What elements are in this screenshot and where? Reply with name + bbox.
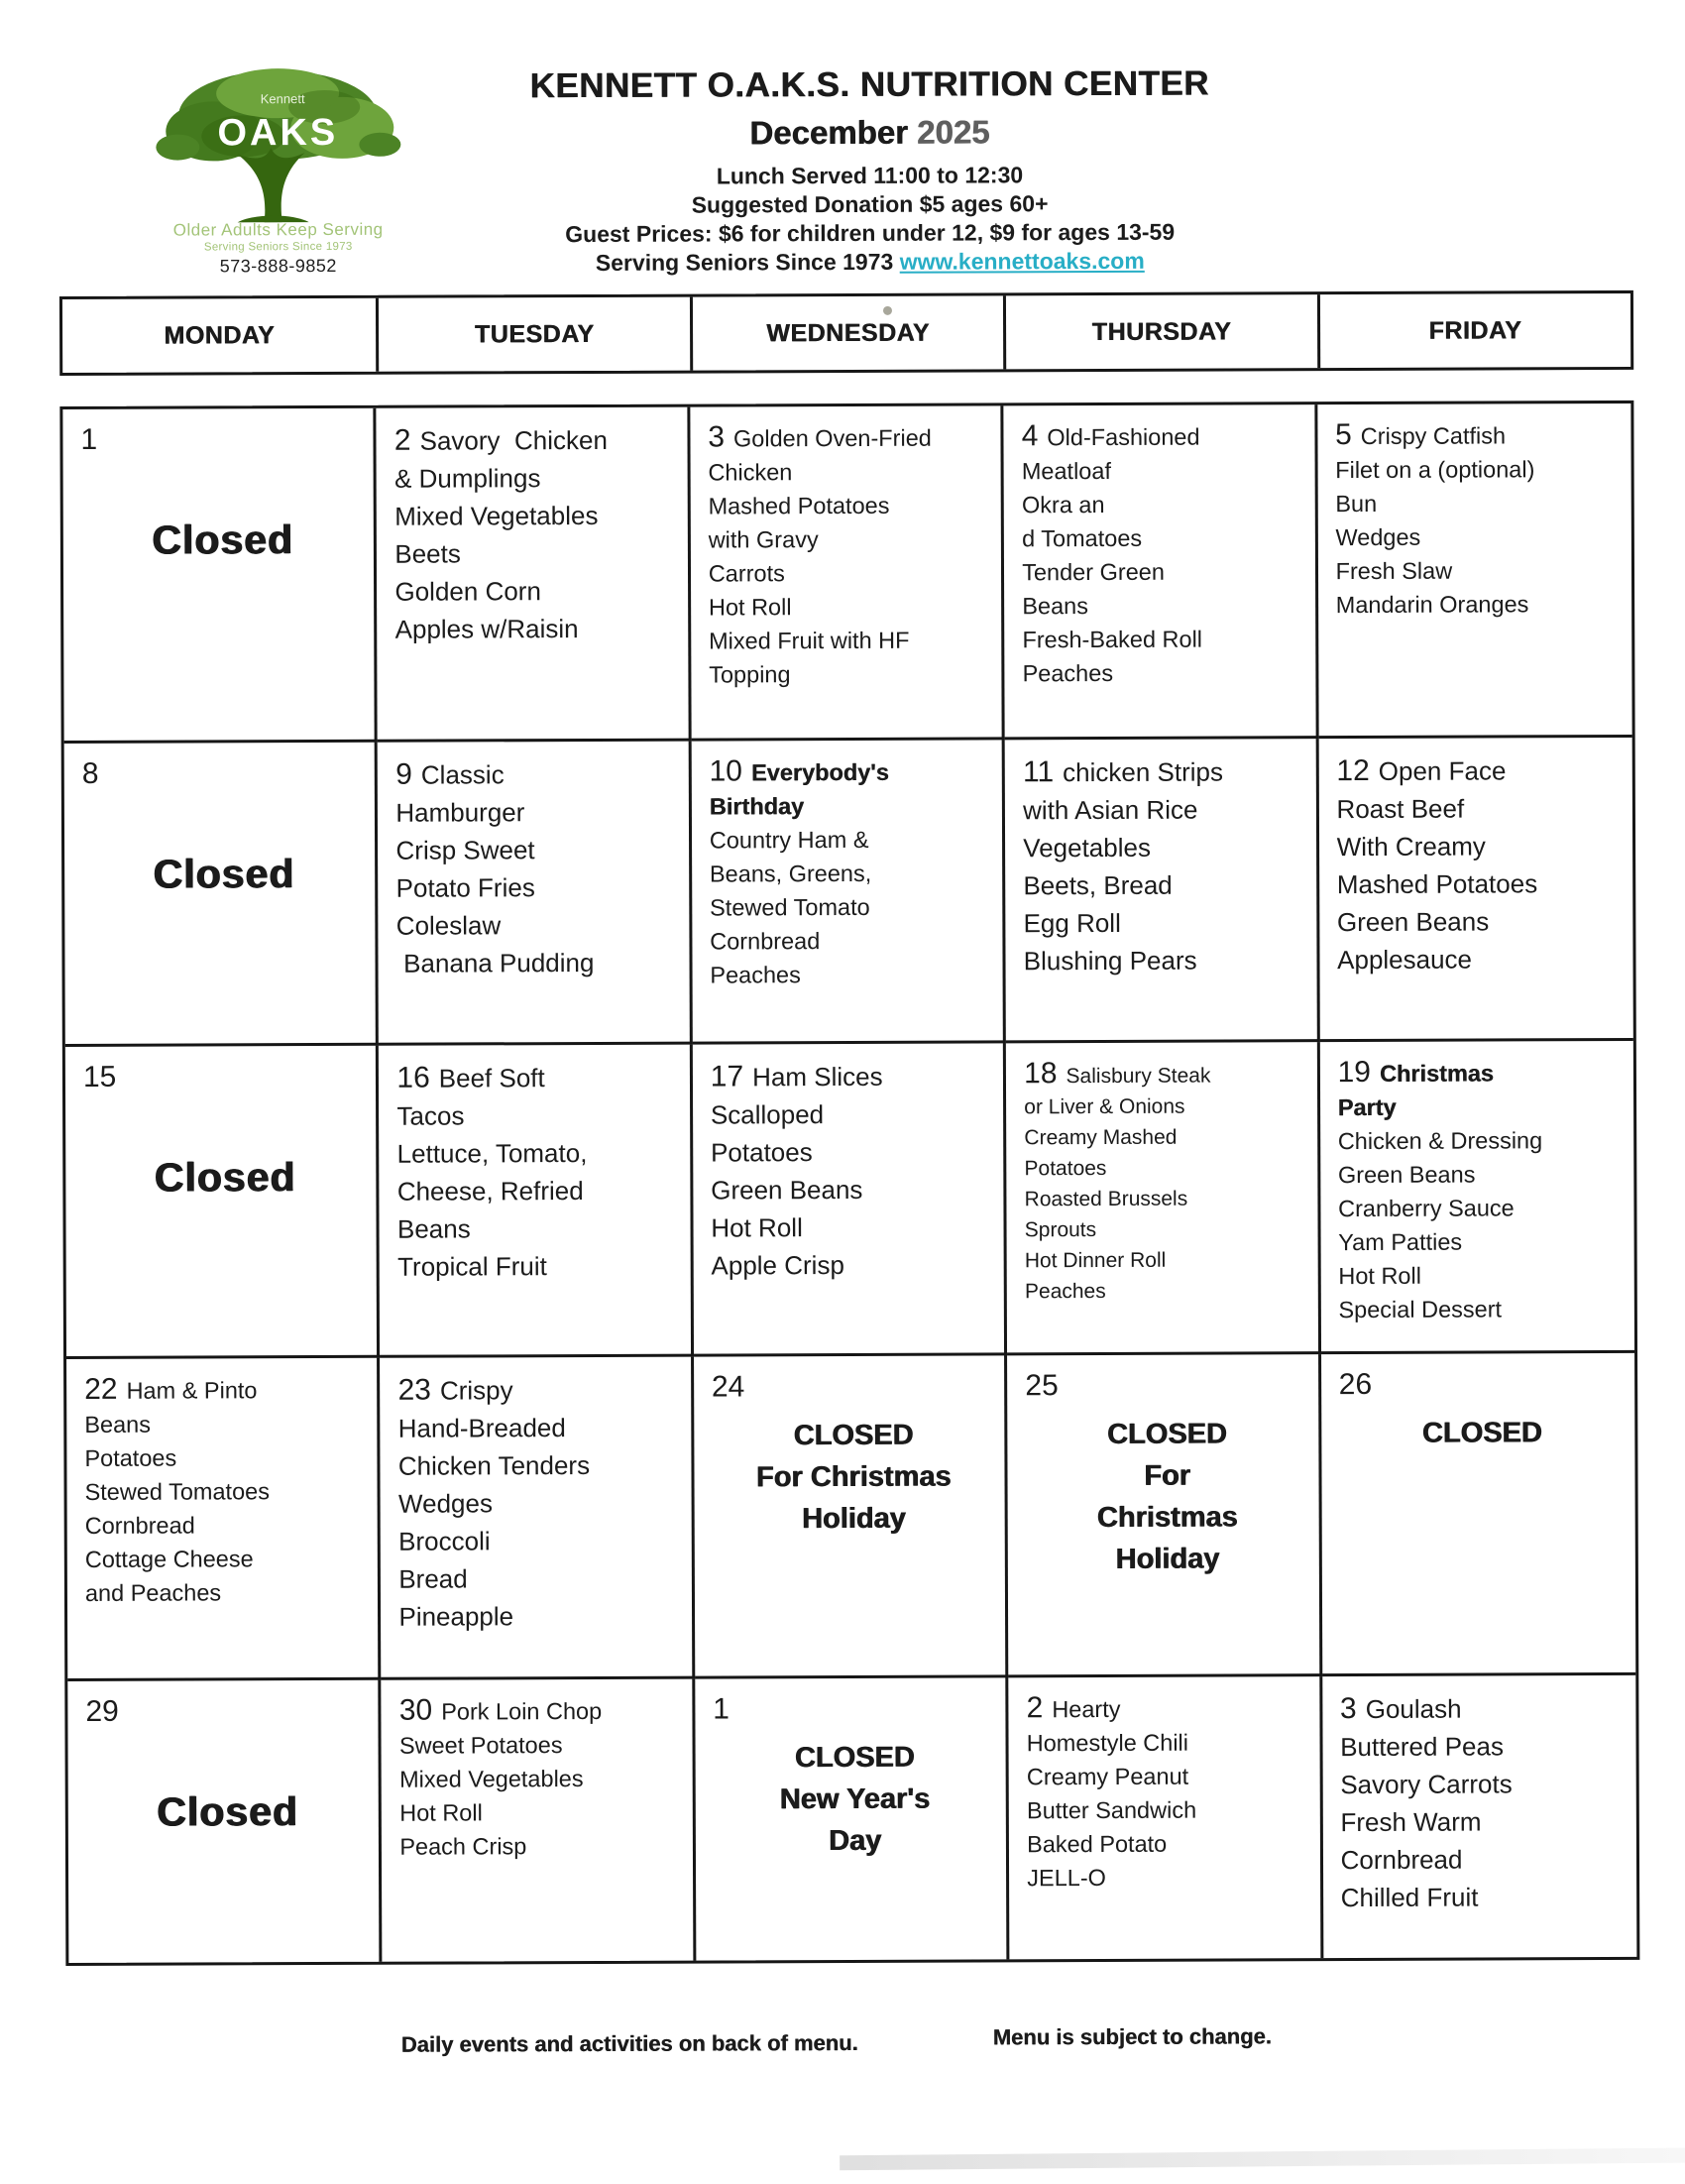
calendar-cell-w2-day-10 xyxy=(691,740,1006,1044)
day-number: 29 xyxy=(85,1694,119,1728)
menu-item-line: Potatoes xyxy=(710,1137,813,1168)
day-number: 2 xyxy=(393,423,411,457)
holiday-notice-line: CLOSED xyxy=(793,1419,914,1452)
menu-item-line: Stewed Tomato xyxy=(710,893,870,921)
menu-item-line: Potato Fries xyxy=(395,872,535,903)
calendar-cell-w5-day-3 xyxy=(1322,1675,1636,1958)
menu-item-line: Cheese, Refried xyxy=(396,1176,584,1207)
day-headline xyxy=(710,753,993,789)
menu-item-line: Lettuce, Tomato, xyxy=(396,1137,588,1169)
menu-item-line: Apple Crisp xyxy=(711,1249,844,1281)
serving-since-line xyxy=(424,246,1316,278)
holiday-notice xyxy=(1025,1413,1308,1580)
menu-item-line: Beans xyxy=(84,1411,151,1437)
menu-headline-text: Goulash xyxy=(1365,1693,1462,1724)
menu-item-line: Hamburger xyxy=(395,797,525,828)
menu-headline-text: Everybody's xyxy=(750,758,889,786)
holiday-notice-line: CLOSED xyxy=(1106,1418,1227,1450)
menu-item-line: Scalloped xyxy=(710,1099,825,1130)
menu-item-line: Mashed Potatoes xyxy=(708,492,890,519)
donation-note: Suggested Donation $5 ages 60+ xyxy=(691,190,1049,218)
menu-item-line: with Gravy xyxy=(708,526,819,553)
masthead xyxy=(423,63,1316,278)
menu-item-line: Butter Sandwich xyxy=(1026,1796,1197,1824)
menu-item-line: Green Beans xyxy=(1336,906,1490,938)
menu-item-line: With Creamy xyxy=(1336,831,1486,862)
day-headline xyxy=(711,1057,994,1095)
menu-item-line: Okra an xyxy=(1021,491,1105,518)
menu-headline-text: Classic xyxy=(420,759,505,790)
menu-item-line: Fresh Warm xyxy=(1340,1806,1482,1838)
menu-item-line: Mixed Vegetables xyxy=(394,500,599,531)
day-number: 11 xyxy=(1022,755,1055,789)
menu-item-line: Homestyle Chili xyxy=(1026,1729,1189,1757)
menu-item-line: Mixed Vegetables xyxy=(399,1766,584,1792)
day-headline xyxy=(82,756,366,792)
menu-item-line: Mashed Potatoes xyxy=(1336,868,1538,900)
day-headline xyxy=(1336,751,1623,790)
menu-item-line: Beans, Greens, xyxy=(709,860,872,887)
menu-item-line: Fresh Slaw xyxy=(1335,557,1453,585)
menu-item-line: Crisp Sweet xyxy=(395,835,535,865)
menu-item-line: JELL-O xyxy=(1027,1864,1106,1892)
menu-item-line: Tender Green xyxy=(1022,558,1165,586)
menu-headline-text: Crispy Catfish xyxy=(1360,422,1507,449)
footer-note-change: Menu is subject to change. xyxy=(992,2023,1272,2050)
menu-item-line: Roasted Brussels xyxy=(1024,1187,1188,1211)
guest-prices: Guest Prices: $6 for children under 12, $9 for ages 13-59 xyxy=(565,218,1176,248)
calendar-cell-w3-day-17 xyxy=(693,1043,1008,1356)
day-number: 3 xyxy=(1339,1692,1357,1726)
day-headline xyxy=(397,1371,681,1410)
calendar-cell-w1-day-1 xyxy=(62,408,378,744)
oaks-logo xyxy=(114,57,442,278)
menu-headline-text: Hearty xyxy=(1052,1695,1121,1723)
day-number: 30 xyxy=(398,1693,433,1727)
menu-item-line: Wedges xyxy=(397,1488,493,1519)
closed-label: Closed xyxy=(157,1788,298,1835)
logo-oaks-text: OAKS xyxy=(217,111,339,155)
holiday-notice-line: For Christmas xyxy=(755,1460,952,1494)
menu-item-line: Beets, Bread xyxy=(1023,869,1173,901)
page-title: KENNETT O.A.K.S. NUTRITION CENTER xyxy=(529,63,1209,106)
menu-item-line: Mixed Fruit with HF xyxy=(709,627,910,654)
weekday-header-wednesday: WEDNESDAY xyxy=(690,295,1004,370)
holiday-notice-line: For xyxy=(1143,1459,1190,1492)
calendar-grid xyxy=(59,401,1639,1966)
menu-item-line: Hot Roll xyxy=(711,1212,803,1243)
calendar-cell-w1-day-5 xyxy=(1317,403,1632,739)
calendar-cell-w4-day-23 xyxy=(380,1357,695,1680)
menu-item-line: Cornbread xyxy=(84,1512,195,1539)
holiday-notice xyxy=(712,1414,995,1540)
menu-item-line: Birthday xyxy=(709,793,805,820)
day-number: 5 xyxy=(1335,418,1352,452)
calendar-cell-w3-day-15 xyxy=(65,1046,381,1359)
weekday-header-tuesday: TUESDAY xyxy=(376,297,690,372)
menu-item-line: & Dumplings xyxy=(393,463,541,494)
menu-headline-text: Old-Fashioned xyxy=(1047,423,1200,451)
logo-tagline-2: Serving Seniors Since 1973 xyxy=(203,240,353,254)
menu-item-line: Sweet Potatoes xyxy=(398,1732,563,1759)
menu-item-line: Vegetables xyxy=(1023,832,1151,863)
day-number: 23 xyxy=(397,1373,431,1407)
day-number: 12 xyxy=(1336,753,1370,788)
menu-headline-text: chicken Strips xyxy=(1063,756,1224,788)
day-headline xyxy=(394,421,678,460)
day-headline xyxy=(1339,1367,1626,1403)
menu-item-line: Broccoli xyxy=(398,1526,491,1556)
holiday-notice-line: CLOSED xyxy=(1421,1417,1542,1449)
menu-headline-text: Golden Oven-Fried xyxy=(732,424,932,452)
holiday-notice-line: Holiday xyxy=(1115,1543,1220,1575)
holiday-notice-line: New Year's xyxy=(779,1782,931,1816)
day-headline xyxy=(399,1693,683,1729)
calendar-cell-w2-day-8 xyxy=(64,743,380,1047)
menu-item-line: Tacos xyxy=(396,1100,465,1131)
day-headline xyxy=(1337,1055,1624,1091)
calendar-cell-w2-day-11 xyxy=(1005,739,1320,1043)
calendar-cell-w1-day-4 xyxy=(1004,404,1319,740)
day-number: 16 xyxy=(396,1061,430,1094)
menu-item-line: Creamy Mashed xyxy=(1024,1125,1178,1150)
day-number: 1 xyxy=(80,422,98,456)
menu-item-line: Beans xyxy=(396,1213,471,1244)
menu-item-line: Carrots xyxy=(708,560,785,587)
menu-item-line: Hot Roll xyxy=(708,594,792,621)
menu-item-line: Country Ham & xyxy=(709,826,869,854)
calendar-cell-w3-day-19 xyxy=(1319,1041,1634,1354)
menu-item-line: Egg Roll xyxy=(1023,907,1121,939)
day-headline xyxy=(1027,1690,1310,1726)
menu-item-line: Cottage Cheese xyxy=(84,1546,254,1572)
menu-item-line: Chicken & Dressing xyxy=(1337,1127,1543,1155)
day-headline xyxy=(708,419,991,455)
day-headline xyxy=(1022,418,1305,454)
menu-item-line: Peaches xyxy=(1024,1279,1106,1304)
calendar-cell-w4-day-26 xyxy=(1321,1353,1636,1676)
calendar-cell-w5-day-29 xyxy=(67,1680,382,1963)
holiday-notice-line: Day xyxy=(828,1824,882,1858)
day-headline xyxy=(396,1059,680,1097)
day-headline xyxy=(1024,1056,1307,1092)
closed-label: Closed xyxy=(154,1154,296,1201)
menu-item-line: Wedges xyxy=(1335,523,1421,551)
holiday-notice xyxy=(713,1736,996,1862)
scan-streak-artifact xyxy=(840,2147,1685,2170)
logo-tagline: Older Adults Keep Serving xyxy=(172,219,384,240)
menu-item-line: Green Beans xyxy=(1337,1161,1476,1189)
day-headline xyxy=(84,1372,368,1408)
menu-item-line: Cornbread xyxy=(710,928,821,955)
menu-item-line: Golden Corn xyxy=(394,576,541,607)
menu-headline-text: Ham Slices xyxy=(752,1061,883,1092)
menu-item-line: Savory Carrots xyxy=(1340,1769,1513,1800)
menu-item-line: Peaches xyxy=(1022,659,1114,687)
menu-item-line: Roast Beef xyxy=(1336,793,1465,825)
calendar-cell-w5-day-30 xyxy=(382,1679,696,1962)
menu-item-line: Beans xyxy=(1022,593,1089,620)
calendar-cell-w4-day-25 xyxy=(1007,1354,1322,1677)
scan-speck-artifact xyxy=(883,306,892,315)
menu-item-line: Fresh-Baked Roll xyxy=(1022,626,1203,653)
menu-item-line: Sprouts xyxy=(1024,1218,1097,1242)
oaks-tree-logo xyxy=(144,57,412,225)
menu-headline-text: Beef Soft xyxy=(438,1063,545,1093)
holiday-notice-line: Christmas xyxy=(1096,1501,1238,1535)
menu-item-line: Apples w/Raisin xyxy=(394,614,579,644)
menu-item-line: Meatloaf xyxy=(1021,457,1111,485)
day-headline xyxy=(83,1060,367,1095)
menu-item-line: Party xyxy=(1337,1093,1397,1121)
menu-item-line: Filet on a (optional) xyxy=(1335,456,1535,484)
day-headline xyxy=(85,1694,369,1730)
menu-headline-text: Savory Chicken xyxy=(419,424,608,456)
calendar-cell-w5-day-2 xyxy=(1008,1676,1322,1959)
menu-item-line: Tropical Fruit xyxy=(397,1251,547,1282)
day-number: 3 xyxy=(708,420,726,454)
menu-item-line: Cornbread xyxy=(1340,1844,1463,1876)
serving-since-text: Serving Seniors Since 1973 xyxy=(595,248,900,276)
menu-item-line: Bread xyxy=(398,1563,468,1594)
weekday-header-row xyxy=(59,290,1633,376)
day-headline xyxy=(1335,417,1622,453)
menu-item-line: d Tomatoes xyxy=(1022,524,1143,552)
menu-item-line: Yam Patties xyxy=(1338,1228,1463,1256)
holiday-notice-line: CLOSED xyxy=(794,1741,915,1775)
menu-item-line: Mandarin Oranges xyxy=(1335,591,1529,619)
menu-item-line: Pineapple xyxy=(398,1601,514,1632)
menu-headline-text: Open Face xyxy=(1378,755,1507,786)
calendar-cell-w3-day-16 xyxy=(379,1045,694,1358)
day-number: 18 xyxy=(1024,1057,1058,1091)
menu-headline-text: Crispy xyxy=(439,1375,513,1406)
menu-item-line: Baked Potato xyxy=(1027,1830,1168,1858)
day-number: 2 xyxy=(1026,1691,1044,1725)
day-number: 22 xyxy=(84,1372,118,1406)
calendar-cell-w4-day-22 xyxy=(66,1358,382,1681)
menu-item-line: Green Beans xyxy=(711,1174,863,1206)
day-headline xyxy=(712,1369,995,1405)
phone-number: 573-888-9852 xyxy=(219,255,337,277)
month-title xyxy=(423,112,1315,153)
month-year: 2025 xyxy=(916,113,990,151)
menu-item-line: Topping xyxy=(709,661,791,688)
menu-headline-text: Christmas xyxy=(1379,1060,1494,1087)
menu-item-line: Potatoes xyxy=(1024,1156,1107,1181)
menu-item-line: Chilled Fruit xyxy=(1340,1882,1479,1913)
calendar-cell-w5-day-1 xyxy=(695,1677,1009,1960)
weekday-header-thursday: THURSDAY xyxy=(1003,294,1317,369)
day-headline xyxy=(1025,1368,1308,1404)
menu-item-line: with Asian Rice xyxy=(1023,794,1198,826)
menu-item-line: Hot Dinner Roll xyxy=(1024,1248,1167,1273)
day-headline xyxy=(395,755,679,794)
day-number: 1 xyxy=(713,1692,730,1726)
month-word: December xyxy=(749,113,908,152)
menu-item-line: Hot Roll xyxy=(399,1799,483,1826)
menu-item-line: Blushing Pears xyxy=(1023,945,1197,977)
day-number: 8 xyxy=(81,756,99,790)
day-number: 9 xyxy=(395,757,412,791)
menu-item-line: Peaches xyxy=(710,962,801,988)
day-headline xyxy=(80,422,364,458)
day-headline xyxy=(1023,752,1306,791)
menu-item-line: Stewed Tomatoes xyxy=(84,1478,270,1505)
menu-headline-text: Ham & Pinto xyxy=(126,1377,258,1404)
menu-item-line: Peach Crisp xyxy=(399,1833,527,1860)
closed-label: Closed xyxy=(153,851,295,897)
menu-item-line: Bun xyxy=(1335,490,1378,517)
menu-item-line: Coleslaw xyxy=(395,910,502,941)
day-number: 10 xyxy=(709,754,743,788)
day-headline xyxy=(713,1691,996,1727)
menu-item-line: and Peaches xyxy=(84,1579,222,1606)
menu-item-line: Beets xyxy=(394,538,461,569)
holiday-notice-line: Holiday xyxy=(801,1502,906,1536)
menu-item-line: Chicken Tenders xyxy=(397,1449,591,1481)
menu-item-line: Applesauce xyxy=(1337,944,1473,976)
calendar-cell-w4-day-24 xyxy=(694,1355,1009,1678)
calendar-cell-w2-day-12 xyxy=(1318,738,1633,1042)
day-number: 25 xyxy=(1025,1369,1059,1403)
calendar-cell-w3-day-18 xyxy=(1006,1042,1321,1355)
day-number: 19 xyxy=(1337,1055,1371,1090)
menu-item-line: Potatoes xyxy=(84,1444,177,1471)
menu-item-line: Buttered Peas xyxy=(1340,1731,1504,1763)
menu-item-line: Cranberry Sauce xyxy=(1338,1195,1515,1222)
calendar-cell-w1-day-2 xyxy=(377,407,692,743)
menu-headline-text: Pork Loin Chop xyxy=(441,1697,603,1725)
menu-item-line: or Liver & Onions xyxy=(1024,1094,1185,1119)
weekday-header-friday: FRIDAY xyxy=(1317,293,1631,368)
menu-item-line: Chicken xyxy=(708,459,793,486)
holiday-notice xyxy=(1339,1412,1626,1454)
menu-headline-text: Salisbury Steak xyxy=(1066,1064,1211,1089)
day-headline xyxy=(1340,1689,1627,1728)
logo-kennett-text: Kennett xyxy=(260,91,305,107)
website-link[interactable]: www.kennettoaks.com xyxy=(899,247,1145,275)
menu-item-line: Hand-Breaded xyxy=(397,1413,566,1443)
day-number: 17 xyxy=(710,1060,744,1093)
calendar-cell-w1-day-3 xyxy=(690,405,1005,741)
menu-item-line: Banana Pudding xyxy=(395,947,595,978)
menu-item-line: Creamy Peanut xyxy=(1026,1763,1189,1790)
footer-note-events: Daily events and activities on back of menu. xyxy=(400,2029,858,2057)
day-number: 4 xyxy=(1021,419,1039,453)
lunch-hours: Lunch Served 11:00 to 12:30 xyxy=(716,162,1024,189)
day-number: 26 xyxy=(1338,1367,1373,1402)
menu-item-line: Hot Roll xyxy=(1338,1262,1421,1290)
menu-item-line: Special Dessert xyxy=(1338,1296,1503,1323)
closed-label: Closed xyxy=(152,517,294,563)
calendar-cell-w2-day-9 xyxy=(378,742,693,1046)
day-number: 24 xyxy=(711,1370,745,1404)
day-number: 15 xyxy=(82,1060,117,1093)
weekday-header-monday: MONDAY xyxy=(164,320,276,350)
